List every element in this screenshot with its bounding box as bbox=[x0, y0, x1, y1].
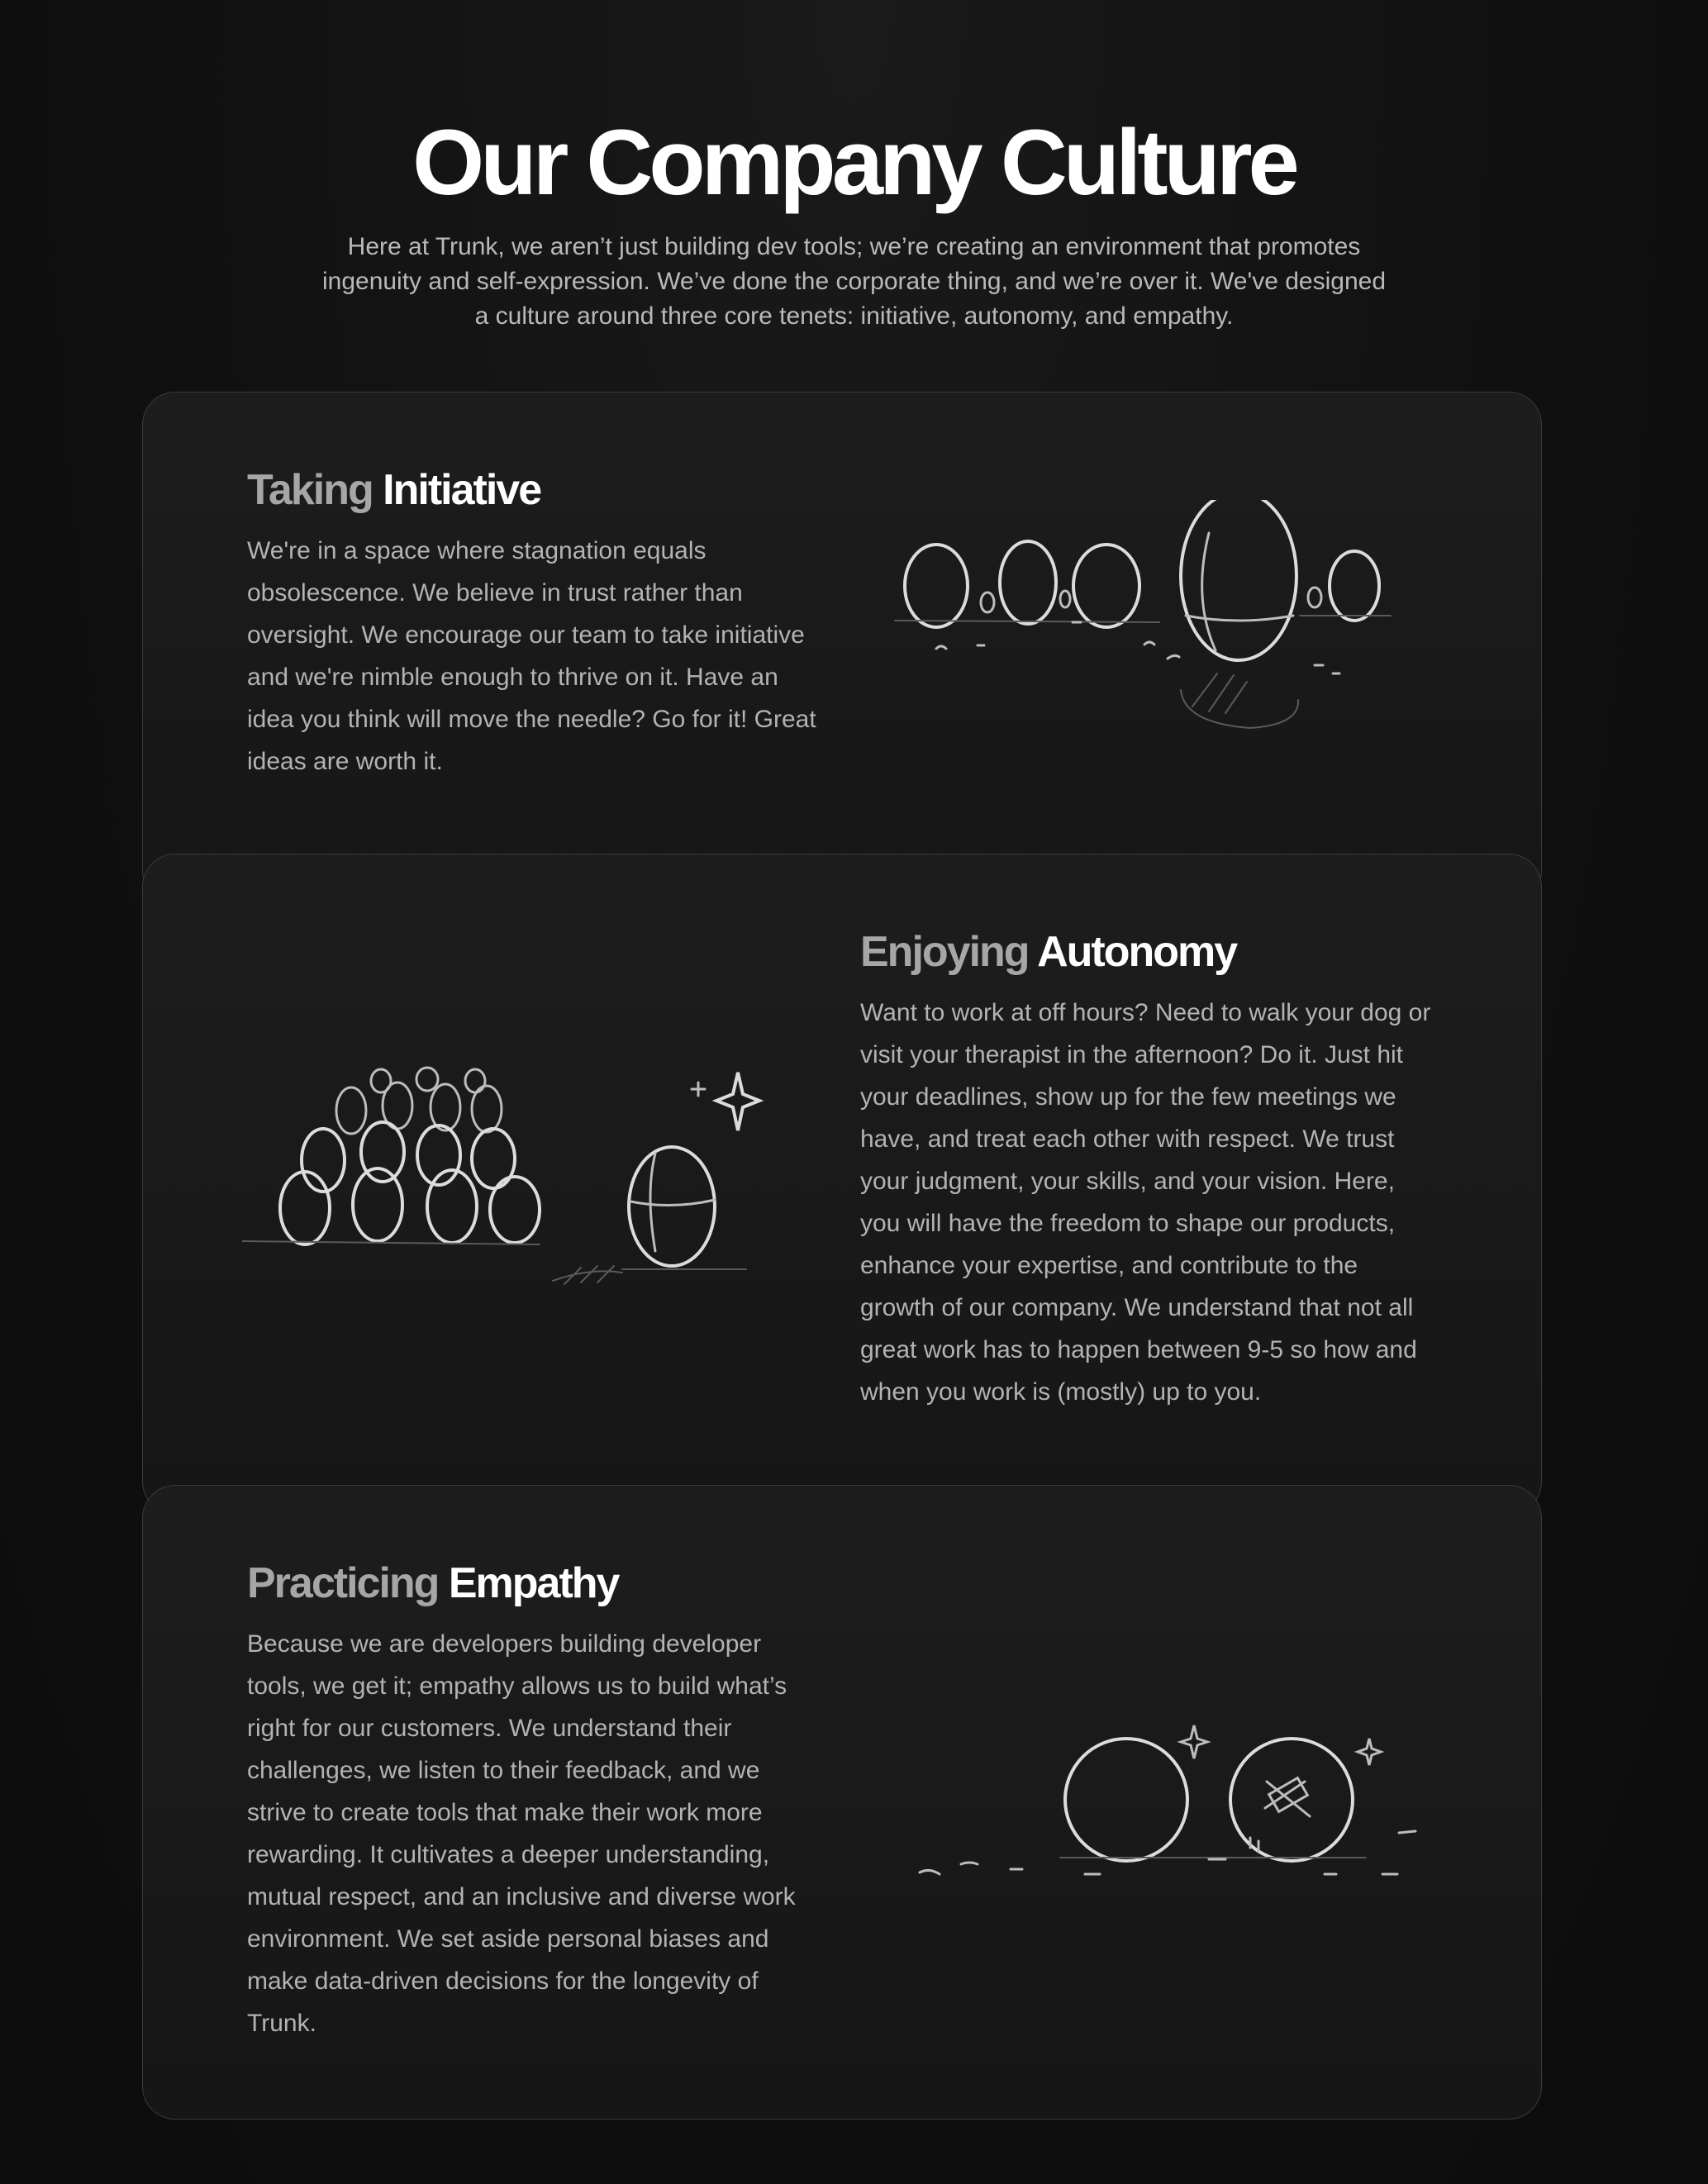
initiative-text bbox=[247, 464, 825, 783]
empathy-body: Because we are developers building developer tools, we get it; empathy allows us to build what’s right for our customers. We understand their challenges, we listen to their feedback, and we strive to create tools that make their work more rewarding. It cultivates a deeper understanding, mutual respect, and an inclusive and diverse work environment. We set aside personal biases and make data-driven decisions for the longevity of Trunk. bbox=[247, 1630, 796, 2037]
culture-header bbox=[0, 107, 1708, 334]
heading-emphasis: Initiative bbox=[383, 466, 541, 514]
autonomy-text bbox=[860, 925, 1439, 1413]
initiative-heading bbox=[247, 464, 825, 516]
autonomy-illustration bbox=[242, 1061, 870, 1342]
egg-crowd-icon bbox=[242, 1061, 870, 1342]
autonomy-heading bbox=[860, 925, 1439, 978]
initiative-card bbox=[142, 392, 1542, 904]
empathy-illustration bbox=[903, 1692, 1432, 1907]
empathy-heading bbox=[247, 1557, 825, 1610]
initiative-illustration bbox=[887, 500, 1424, 764]
empathy-text bbox=[247, 1557, 825, 2044]
page-title: Our Company Culture bbox=[412, 111, 1296, 214]
empathy-card bbox=[142, 1485, 1542, 2120]
autonomy-card bbox=[142, 854, 1542, 1515]
bandaged-balls-icon bbox=[903, 1692, 1432, 1907]
initiative-body: We're in a space where stagnation equals obsolescence. We believe in trust rather than oversight. We encourage our team to take initiative and we're nimble enough to thrive on it. Have an idea you think will move the needle? Go for it! Great ideas are worth it. bbox=[247, 537, 816, 775]
intro-paragraph: Here at Trunk, we aren’t just building dev tools; we’re creating an environment that promotes ingenuity and self-expression. We’ve done the corporate thing, and we’re over it. We've designed a culture around three core tenets: initiative, autonomy, and empathy. bbox=[321, 233, 1387, 330]
heading-emphasis: Empathy bbox=[448, 1559, 619, 1607]
heading-prefix: Practicing bbox=[247, 1559, 439, 1607]
heading-emphasis: Autonomy bbox=[1037, 928, 1237, 976]
autonomy-body: Want to work at off hours? Need to walk your dog or visit your therapist in the afternoon? Do it. Just hit your deadlines, show up for the few meetings we have, and treat each other with respect. We trust your judgment, your skills, and your vision. Here, you will have the freedom to shape our products, enhance your expertise, and contribute to the growth of our company. We understand that not all great work has to happen between 9-5 so how and when you work is (mostly) up to you. bbox=[860, 999, 1431, 1406]
heading-prefix: Taking bbox=[247, 466, 373, 514]
heading-prefix: Enjoying bbox=[860, 928, 1029, 976]
eggs-illustration-icon bbox=[887, 500, 1424, 764]
